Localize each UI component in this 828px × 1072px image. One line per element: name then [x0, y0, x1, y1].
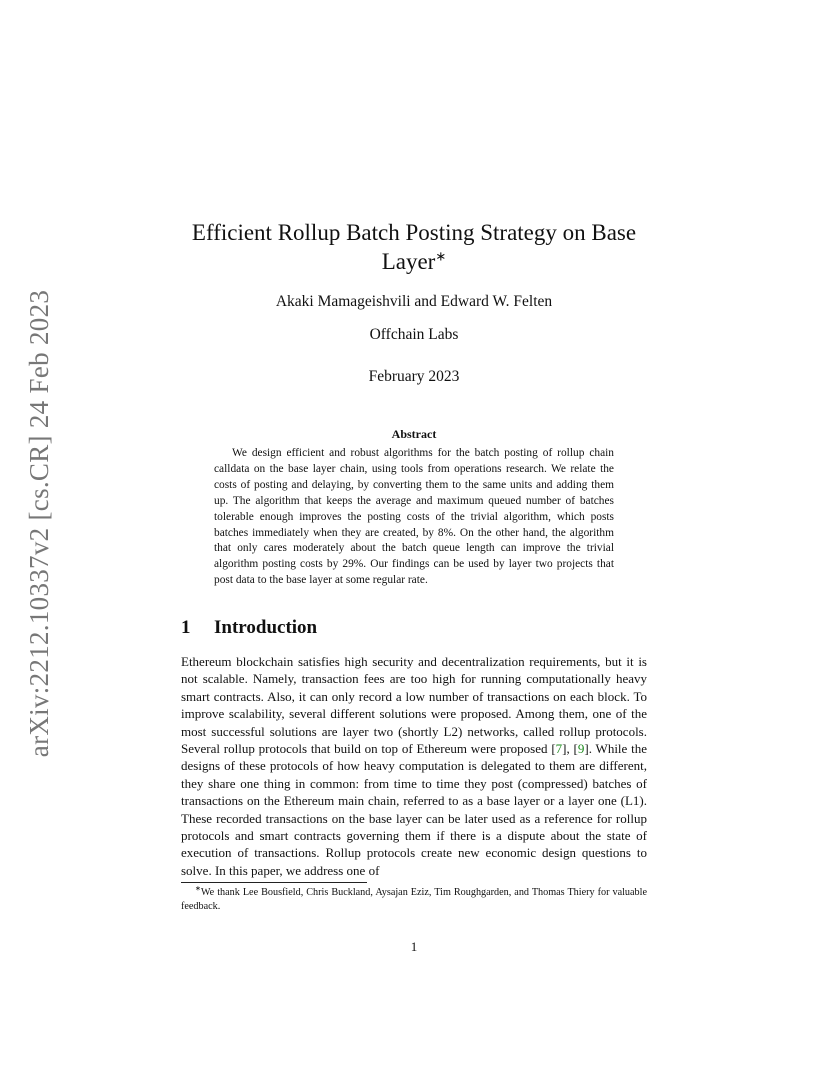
- paper-title-text: Efficient Rollup Batch Posting Strategy on Base Layer: [191, 220, 637, 274]
- introduction-paragraph: [181, 653, 647, 879]
- footnote-divider: [181, 882, 367, 883]
- intro-text-part-1: Ethereum blockchain satisfies high security and decentralization requirements, but it is not scalable. Namely, transaction fees are too high for running computationally heavy smart contracts. Also, it can only record a low number of transactions on each block. To improve scalability, several different solutions were proposed. Among them, one of the most successful solutions are layer two (shortly L2) networks, called rollup protocols. Several rollup protocols that build on top of Ethereum were proposed: [181, 654, 647, 757]
- page-number: 1: [410, 939, 418, 954]
- cite-bracket-close: ]: [584, 741, 589, 757]
- footnote: [181, 886, 647, 914]
- section-number: 1: [181, 617, 191, 638]
- abstract-text: We design efficient and robust algorithms for the batch posting of rollup chain calldata on the base layer chain, using tools from operations research. We relate the costs of posting and delaying, by converting them to the same units and adding them up. The algorithm that keeps the average and maximum queued number of batches tolerable enough improves the posting costs of the trivial algorithm, which posts batches immediately when they are created, by 8%. On the other hand, the algorithm that only cares moderately about the batch queue length can improve the trivial algorithm posting costs by 29%. Our findings can be used by layer two projects that post data to the base layer at some regular rate.: [214, 447, 614, 587]
- arxiv-identifier-stamp: [24, 287, 56, 759]
- paper-authors: Akaki Mamageishvili and Edward W. Felten: [275, 293, 553, 310]
- footnote-mark: ∗: [195, 884, 201, 893]
- arxiv-identifier-text: arXiv:2212.10337v2 [cs.CR] 24 Feb 2023: [24, 289, 55, 757]
- footnote-text: We thank Lee Bousfield, Chris Buckland, Aysajan Eziz, Tim Roughgarden, and Thomas Thiery for valuable feedback.: [181, 887, 647, 912]
- cite-separator: ], [: [562, 741, 578, 757]
- paper-affiliation: Offchain Labs: [369, 326, 459, 343]
- citation-link-7[interactable]: 7: [555, 741, 563, 757]
- intro-text-part-2: . While the designs of these protocols of how heavy computation is delegated to them are different, they share one thing in common: from time to time they post (compressed) batches of transactions on the Ethereum main chain, referred to as a base layer or a layer one (L1). These recorded transactions on the base layer can be later used as a reference for rollup protocols and smart contracts governing them if there is a dispute about the state of execution of transactions. Rollup protocols create new economic design questions to solve. In this paper, we address one of: [181, 741, 647, 878]
- abstract-heading: Abstract: [391, 427, 437, 441]
- cite-bracket-open: [: [551, 741, 556, 757]
- paper-date: February 2023: [368, 368, 460, 385]
- section-heading: [181, 617, 317, 639]
- paper-title: [170, 218, 658, 276]
- section-title: Introduction: [214, 617, 318, 638]
- title-footnote-mark: ∗: [435, 248, 447, 264]
- citation-link-9[interactable]: 9: [577, 741, 585, 757]
